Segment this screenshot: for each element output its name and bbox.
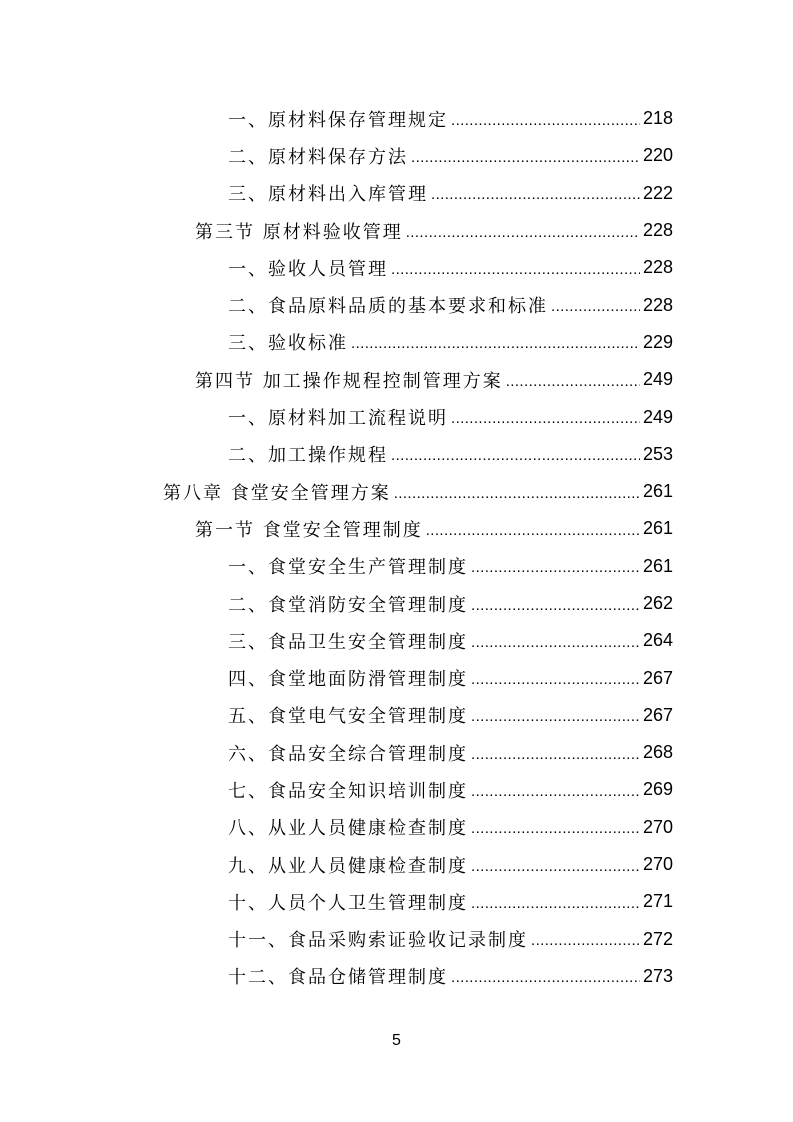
toc-entry[interactable] <box>0 697 793 734</box>
dot-leader <box>351 333 640 351</box>
toc-entry-title: 第八章 食堂安全管理方案 <box>163 482 391 504</box>
toc-entry-page: 270 <box>642 816 673 837</box>
toc-entry[interactable] <box>0 324 793 361</box>
toc-entry[interactable] <box>0 958 793 995</box>
dot-leader <box>506 371 640 389</box>
toc-entry[interactable] <box>0 286 793 323</box>
toc-entry-title: 七、食品安全知识培训制度 <box>228 780 468 802</box>
toc-entry-title: 二、食品原料品质的基本要求和标准 <box>228 296 548 318</box>
toc-entry-page: 228 <box>642 257 673 278</box>
toc-entry[interactable] <box>0 212 793 249</box>
toc-entry-title: 一、食堂安全生产管理制度 <box>228 557 468 579</box>
toc-entry-title: 四、食堂地面防滑管理制度 <box>228 669 468 691</box>
dot-leader <box>406 222 640 240</box>
toc-entry[interactable] <box>0 175 793 212</box>
toc-entry-page: 261 <box>642 518 673 539</box>
toc-entry[interactable] <box>0 100 793 137</box>
dot-leader <box>551 296 640 314</box>
toc-entry-title: 九、从业人员健康检查制度 <box>228 855 468 877</box>
toc-entry[interactable] <box>0 361 793 398</box>
dot-leader <box>426 520 640 538</box>
dot-leader <box>471 781 640 799</box>
toc-entry-title: 十、人员个人卫生管理制度 <box>228 892 468 914</box>
dot-leader <box>391 259 640 277</box>
dot-leader <box>394 483 640 501</box>
toc-entry-title: 第一节 食堂安全管理制度 <box>195 519 423 541</box>
toc-entry-page: 228 <box>642 294 673 315</box>
toc-entry-page: 253 <box>642 443 673 464</box>
toc-entry-page: 261 <box>642 555 673 576</box>
toc-entry-title: 六、食品安全综合管理制度 <box>228 743 468 765</box>
dot-leader <box>451 967 640 985</box>
toc-entry-page: 267 <box>642 667 673 688</box>
dot-leader <box>471 893 640 911</box>
toc-entry-title: 二、原材料保存方法 <box>228 146 408 168</box>
toc-entry[interactable] <box>0 398 793 435</box>
toc-entry-title: 第四节 加工操作规程控制管理方案 <box>195 370 503 392</box>
dot-leader <box>471 856 640 874</box>
toc-entry-page: 271 <box>642 891 673 912</box>
toc-entry-page: 262 <box>642 593 673 613</box>
toc-entry-title: 一、原材料保存管理规定 <box>228 109 448 131</box>
toc-entry-page: 261 <box>642 481 673 502</box>
toc-entry[interactable] <box>0 548 793 585</box>
page-number: 5 <box>392 1032 401 1049</box>
toc-entry-page: 272 <box>642 928 673 949</box>
toc-entry-page: 264 <box>642 630 673 651</box>
toc-entry-title: 三、食品卫生安全管理制度 <box>228 631 468 653</box>
dot-leader <box>451 408 640 426</box>
toc-entry[interactable] <box>0 846 793 883</box>
toc-entry-page: 228 <box>642 220 673 241</box>
toc-entry-page: 218 <box>642 108 673 129</box>
table-of-contents <box>0 100 793 995</box>
toc-entry-title: 二、加工操作规程 <box>228 445 388 467</box>
dot-leader <box>471 706 640 724</box>
toc-entry-page: 229 <box>642 331 673 352</box>
toc-entry[interactable] <box>0 809 793 846</box>
toc-entry-page: 269 <box>642 779 673 800</box>
toc-entry-page: 270 <box>642 854 673 875</box>
toc-entry-page: 267 <box>642 704 673 725</box>
dot-leader <box>391 445 640 463</box>
toc-entry-title: 五、食堂电气安全管理制度 <box>228 706 468 728</box>
toc-entry[interactable] <box>0 473 793 510</box>
toc-entry-page: 273 <box>642 965 673 986</box>
toc-entry-title: 八、从业人员健康检查制度 <box>228 818 468 840</box>
toc-entry[interactable] <box>0 249 793 286</box>
toc-entry[interactable] <box>0 436 793 473</box>
toc-entry-page: 222 <box>642 182 673 203</box>
toc-entry-page: 220 <box>642 145 673 166</box>
toc-entry[interactable] <box>0 734 793 771</box>
dot-leader <box>471 595 640 613</box>
dot-leader <box>471 557 640 575</box>
toc-entry[interactable] <box>0 659 793 696</box>
toc-entry-page: 268 <box>642 742 673 763</box>
dot-leader <box>471 669 640 687</box>
toc-entry[interactable] <box>0 137 793 174</box>
dot-leader <box>471 744 640 762</box>
toc-entry-title: 第三节 原材料验收管理 <box>195 221 403 243</box>
dot-leader <box>471 818 640 836</box>
toc-entry[interactable] <box>0 771 793 808</box>
toc-entry-page: 249 <box>642 369 673 390</box>
toc-entry[interactable] <box>0 921 793 958</box>
dot-leader <box>411 147 640 165</box>
toc-entry-title: 一、原材料加工流程说明 <box>228 408 448 430</box>
toc-entry-title: 二、食堂消防安全管理制度 <box>228 594 468 616</box>
toc-entry[interactable] <box>0 622 793 659</box>
dot-leader <box>531 930 640 948</box>
toc-entry-page: 249 <box>642 406 673 427</box>
dot-leader <box>451 110 640 128</box>
toc-entry-title: 一、验收人员管理 <box>228 258 388 280</box>
toc-entry-title: 三、原材料出入库管理 <box>228 184 428 206</box>
toc-entry[interactable] <box>0 585 793 622</box>
toc-entry[interactable] <box>0 883 793 920</box>
toc-entry-title: 三、验收标准 <box>228 333 348 355</box>
dot-leader <box>471 632 640 650</box>
dot-leader <box>431 184 640 202</box>
toc-entry-title: 十一、食品采购索证验收记录制度 <box>228 930 528 952</box>
toc-entry[interactable] <box>0 510 793 547</box>
toc-entry-title: 十二、食品仓储管理制度 <box>228 967 448 989</box>
